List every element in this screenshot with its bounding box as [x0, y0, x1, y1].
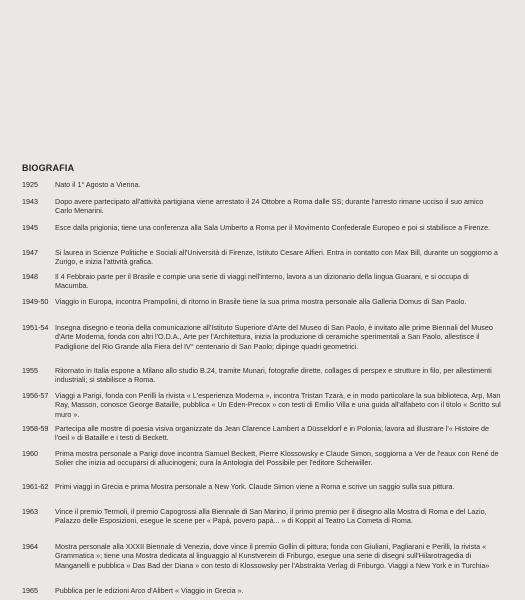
bio-entry — [22, 449, 502, 482]
entry-year: 1949-50 — [22, 297, 49, 306]
entry-year: 1961-62 — [22, 482, 49, 491]
biography-list — [22, 180, 502, 598]
entry-year: 1943 — [22, 197, 38, 206]
entry-text: Dopo avere partecipato all'attività partigiana viene arrestato il 24 Ottobre a Roma dalle SS; durante l'arresto rimane ucciso il suo amico Carlo Menarini. — [55, 197, 484, 216]
entry-year: 1925 — [22, 180, 38, 189]
entry-text: Viaggio in Europa, incontra Prampolini, di ritorno in Brasile tiene la sua prima mostra personale alla Galleria Domus di San Paolo. — [55, 297, 467, 306]
bio-entry — [22, 507, 502, 542]
entry-text: Partecipa alle mostre di poesia visiva organizzate da Jean Clarence Lambert a Düsseldorf e in Polonia; lavora ad illustrare l'« Histoire de l'oeil » di Bataille e i testi di Beckett. — [55, 424, 490, 443]
bio-entry — [22, 297, 502, 323]
entry-year: 1948 — [22, 272, 38, 281]
entry-year: 1947 — [22, 248, 38, 257]
bio-entry — [22, 223, 502, 248]
entry-text: Primi viaggi in Grecia e prima Mostra personale a New York. Claude Simon viene a Roma e scrive un saggio sulla sua pittura. — [55, 482, 455, 491]
bio-entry — [22, 180, 502, 197]
entry-year: 1955 — [22, 366, 38, 375]
entry-year: 1960 — [22, 449, 38, 458]
entry-text: Si laurea in Scienze Politiche e Sociali all'Università di Firenze, Istituto Cesare Alfieri. Entra in contatto con Max Bill, durante un soggiorno a Zurigo, e inizia l'attività grafica. — [55, 248, 498, 267]
bio-entry — [22, 542, 502, 586]
entry-year: 1958-59 — [22, 424, 49, 433]
entry-text: Ritornato in Italia espone a Milano allo studio B.24, tramite Munari, fotografie dirette, collages di perspex e strutture in filo, per allestimenti industriali; si stabilisce a Roma. — [55, 366, 492, 385]
entry-year: 1963 — [22, 507, 38, 516]
bio-entry — [22, 366, 502, 391]
entry-year: 1951-54 — [22, 323, 49, 332]
section-heading: BIOGRAFIA — [22, 163, 75, 173]
bio-entry — [22, 197, 502, 223]
entry-year: 1956-57 — [22, 391, 49, 400]
entry-text: Nato il 1° Agosto a Vienna. — [55, 180, 141, 189]
bio-entry — [22, 272, 502, 297]
bio-entry — [22, 323, 502, 366]
entry-text: Esce dalla prigionia; tiene una conferenza alla Sala Umberto a Roma per il Movimento Confederale Europeo e poi si stabilisce a Firenze. — [55, 223, 491, 232]
entry-text: Vince il premio Termoli, il premio Capogrossi alla Biennale di San Marino, il primo premio per il disegno alla Mostra di Roma e del Lazio, Palazzo delle Esposizioni, esegue le scene per « Papà, povero papà... » di Koppit al Teatro La Cometa di Roma. — [55, 507, 487, 526]
entry-text: Il 4 Febbraio parte per il Brasile e compie una serie di viaggi nell'interno, lavora a un dizionario della lingua Guarani, e si occupa di Macumba. — [55, 272, 469, 291]
bio-entry — [22, 482, 502, 507]
entry-text: Insegna disegno e teoria della comunicazione all'Istituto Superiore d'Arte del Museo di San Paolo, è invitato alle prime Biennali del Museo d'Arte Moderna, fonda con altri l'O.D.A., Arte per l'Architettura, inizia la produzione di ceramiche sperimentali a San Paolo, allestisce il Padiglione del Rio Grande alla Fiera del IV° centenario di San Paolo; dipinge quadri geometrici. — [55, 323, 493, 351]
entry-text: Viaggi a Parigi, fonda con Perilli la rivista « L'esperienza Moderna », incontra Tristan Tzarà, e in modo particolare la sua biblioteca, Arp, Man Ray, Masson, conosce George Bataille, pubblica « Un Eden-Precox » con testi di Emilio Villa e una guida all'alfabeto con il titolo « Scritto sul muro ». — [55, 391, 501, 419]
entry-year: 1965 — [22, 586, 38, 595]
bio-entry — [22, 424, 502, 449]
bio-entry — [22, 586, 502, 598]
bio-entry — [22, 248, 502, 272]
bio-entry — [22, 391, 502, 424]
entry-text: Mostra personale alla XXXII Biennale di Venezia, dove vince il premio Gollin di pittura; fonda con Giuliani, Pagliarani e Perilli, la rivista « Grammatica »; tiene una Mostra dedicata al linguaggio al Kunstverein di Friburgo, esegue una serie di disegni sull'Hilarotragedia di Manganelli e pubblica « Das Bad der Diana » con testo di Klossowsky per l'Abstrakta Verlag di Friburgo. Viaggi a New York e in Turchia» — [55, 542, 490, 570]
entry-text: Prima mostra personale a Parigi dove incontra Samuel Beckett, Pierre Klossowsky e Claude Simon, soggiorna a Ver de l'eaux con René de Solier che inizia ad occuparsi di allucinogeni; cura la Antologia del Possibile per l'editore Scheiwiller. — [55, 449, 499, 468]
entry-text: Pubblica per le edizioni Arco d'Alibert « Viaggio in Grecia ». — [55, 586, 244, 595]
entry-year: 1964 — [22, 542, 38, 551]
entry-year: 1945 — [22, 223, 38, 232]
